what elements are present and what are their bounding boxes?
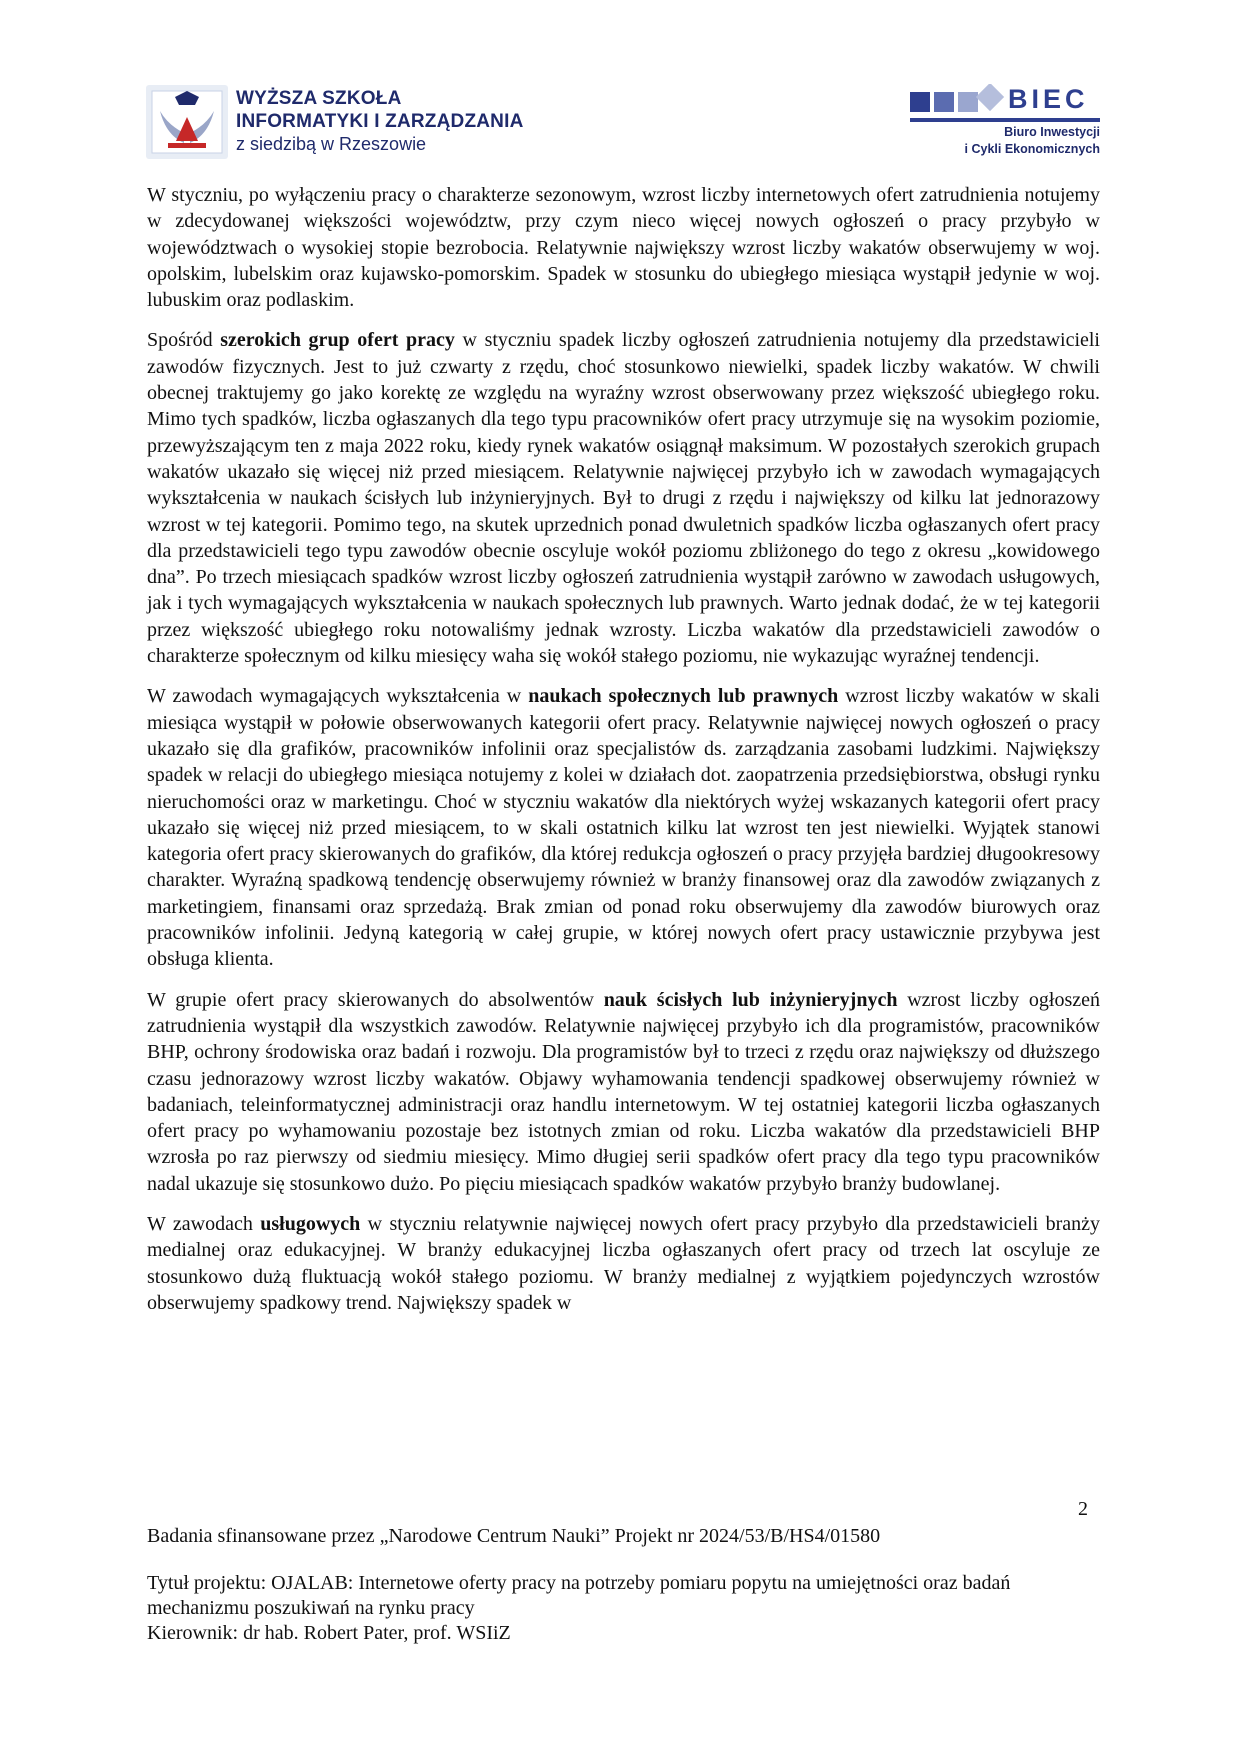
paragraph-broad-groups	[147, 327, 1100, 669]
paragraph-text: wzrost liczby ogłoszeń zatrudnienia wystąpił dla wszystkich zawodów. Relatywnie najwięcej przybyło ich dla programistów, pracowników BHP, ochrony środowiska oraz badań i rozwoju. Dla programistów był to trzeci z rzędu oraz największy od dłuższego czasu jednorazowy wzrost liczby wakatów. Objawy wyhamowania tendencji spadkowej obserwujemy również w badaniach, teleinformatycznej administracji oraz handlu internetowym. W tej ostatniej kategorii liczba ogłaszanych ofert pracy po wyhamowaniu pozostaje bez istotnych zmian od roku. Liczba wakatów dla przedstawicieli BHP wzrosła po raz pierwszy od siedmiu miesięcy. Mimo długiej serii spadków ofert pracy dla tego typu pracowników nadal ukazuje się stosunkowo dużo. Po pięciu miesiącach spadków wakatów przybyło branży budowlanej.	[147, 988, 1101, 1195]
biec-sub-line-2: i Cykli Ekonomicznych	[964, 142, 1100, 156]
logo-line-1: WYŻSZA SZKOŁA	[236, 88, 402, 109]
paragraph-sciences-engineering	[147, 987, 1100, 1197]
report-body	[147, 182, 1100, 1330]
paragraph-text: Spośród	[147, 329, 221, 352]
paragraph-text: W zawodach wymagających wykształcenia w	[147, 685, 529, 708]
biec-name: BIEC	[1008, 84, 1089, 114]
page-header	[146, 84, 1100, 160]
crest-icon	[146, 85, 228, 159]
paragraph-text: w styczniu spadek liczby ogłoszeń zatrudnienia notujemy dla przedstawicieli zawodów fizycznych. Jest to już czwarty z rzędu, choć stosunkowo niewielki, spadek liczby wakatów. W chwili obecnej traktujemy go jako korektę ze względu na wyraźny wzrost obserwowany przez większość ubiegłego roku. Mimo tych spadków, liczba ogłaszanych dla tego typu pracowników ofert pracy utrzymuje się na wysokim poziomie, przewyższającym ten z maja 2022 roku, kiedy rynek wakatów osiągnął maksimum. W pozostałych szerokich grupach wakatów ukazało się więcej niż przed miesiącem. Relatywnie najwięcej przybyło ich w zawodach wymagających wykształcenia w naukach ścisłych lub inżynieryjnych. Był to drugi z rzędu i największy od kilku lat jednorazowy wzrost w tej kategorii. Pomimo tego, na skutek uprzednich ponad dwuletnich spadków liczba ogłaszanych ofert pracy dla przedstawicieli tego typu zawodów obecnie oscyluje wokół poziomu zbliżonego do tego z okresu „kowidowego dna”. Po trzech miesiącach spadków wzrost liczby ogłoszeń zatrudnienia wystąpił zarówno w zawodach usługowych, jak i tych wymagających wykształcenia w naukach społecznych lub prawnych. Warto jednak dodać, że w tej kategorii przez większość ubiegłego roku notowaliśmy jednak wzrosty. Liczba wakatów dla przedstawicieli zawodów o charakterze społecznym od kilku miesięcy waha się wokół stałego poziomu, nie wykazując wyraźnej tendencji.	[147, 329, 1100, 668]
paragraph-regional	[147, 182, 1100, 313]
page-number: 2	[1078, 1498, 1088, 1520]
bold-phrase: nauk ścisłych lub inżynieryjnych	[603, 988, 898, 1011]
funding-note: Badania sfinansowane przez „Narodowe Centrum Nauki” Projekt nr 2024/53/B/HS4/01580	[147, 1525, 881, 1547]
paragraph-services	[147, 1211, 1100, 1316]
wsiz-logo	[146, 84, 538, 159]
bold-phrase: naukach społecznych lub prawnych	[528, 685, 839, 708]
project-title: Tytuł projektu: OJALAB: Internetowe oferty pracy na potrzeby pomiaru popytu na umiejętności oraz badań mechanizmu poszukiwań na rynku pracy	[147, 1572, 1011, 1619]
biec-logo	[910, 84, 1100, 160]
bold-phrase: usługowych	[260, 1212, 361, 1235]
biec-squares-icon	[910, 84, 1006, 120]
paragraph-text: W zawodach	[147, 1212, 261, 1235]
paragraph-social-sciences	[147, 683, 1100, 972]
paragraph-text: W grupie ofert pracy skierowanych do absolwentów	[147, 988, 604, 1011]
biec-underline	[910, 118, 1100, 122]
page-footer	[147, 1524, 1100, 1646]
paragraph-text: wzrost liczby wakatów w skali miesiąca wystąpił w połowie obserwowanych kategorii ofert pracy. Relatywnie najwięcej nowych ogłoszeń o pracy ukazało się dla grafików, pracowników infolinii oraz specjalistów ds. zarządzania zasobami ludzkimi. Największy spadek w relacji do ubiegłego miesiąca notujemy z kolei w działach dot. zaopatrzenia przedsiębiorstwa, obsługi rynku nieruchomości oraz w marketingu. Choć w styczniu wakatów dla niektórych wyżej wskazanych kategorii ofert pracy ukazało się więcej niż przed miesiącem, to w skali ostatnich kilku lat wzrost ten jest niewielki. Wyjątek stanowi kategoria ofert pracy skierowanych do grafików, dla której redukcja ogłoszeń o pracy przyjęła bardziej długookresowy charakter. Wyraźną spadkową tendencję obserwujemy również w branży finansowej oraz dla zawodów związanych z marketingiem, finansami oraz sprzedażą. Brak zmian od ponad roku obserwujemy dla zawodów biurowych oraz pracowników infolinii. Jedyną kategorią w całej grupie, w której nowych ofert pracy ustawicznie przybywa jest obsługa klienta.	[147, 685, 1100, 971]
bold-phrase: szerokich grup ofert pracy	[220, 329, 455, 352]
paragraph-text: W styczniu, po wyłączeniu pracy o charakterze sezonowym, wzrost liczby internetowych ofert zatrudnienia notujemy w zdecydowanej większości województw, przy czym nieco więcej nowych ogłoszeń o pracy przybyło w województwach o wysokiej stopie bezrobocia. Relatywnie największy wzrost liczby wakatów obserwujemy w woj. opolskim, lubelskim oraz kujawsko-pomorskim. Spadek w stosunku do ubiegłego miesiąca wystąpił jedynie w woj. lubuskim oraz podlaskim.	[147, 184, 1100, 312]
biec-sub-line-1: Biuro Inwestycji	[1004, 125, 1100, 139]
logo-line-3: z siedzibą w Rzeszowie	[236, 134, 427, 154]
paragraph-text: w styczniu relatywnie najwięcej nowych ofert pracy przybyło dla przedstawicieli branży medialnej oraz edukacyjnej. W branży edukacyjnej liczba ogłaszanych ofert pracy od trzech lat oscyluje ze stosunkowo dużą fluktuacją wokół stałego poziomu. W branży medialnej z wyjątkiem pojedynczych wzrostów obserwujemy spadkowy trend. Największy spadek w	[147, 1212, 1101, 1314]
project-manager: Kierownik: dr hab. Robert Pater, prof. WSIiZ	[147, 1622, 511, 1644]
logo-line-2: INFORMATYKI I ZARZĄDZANIA	[236, 111, 524, 132]
